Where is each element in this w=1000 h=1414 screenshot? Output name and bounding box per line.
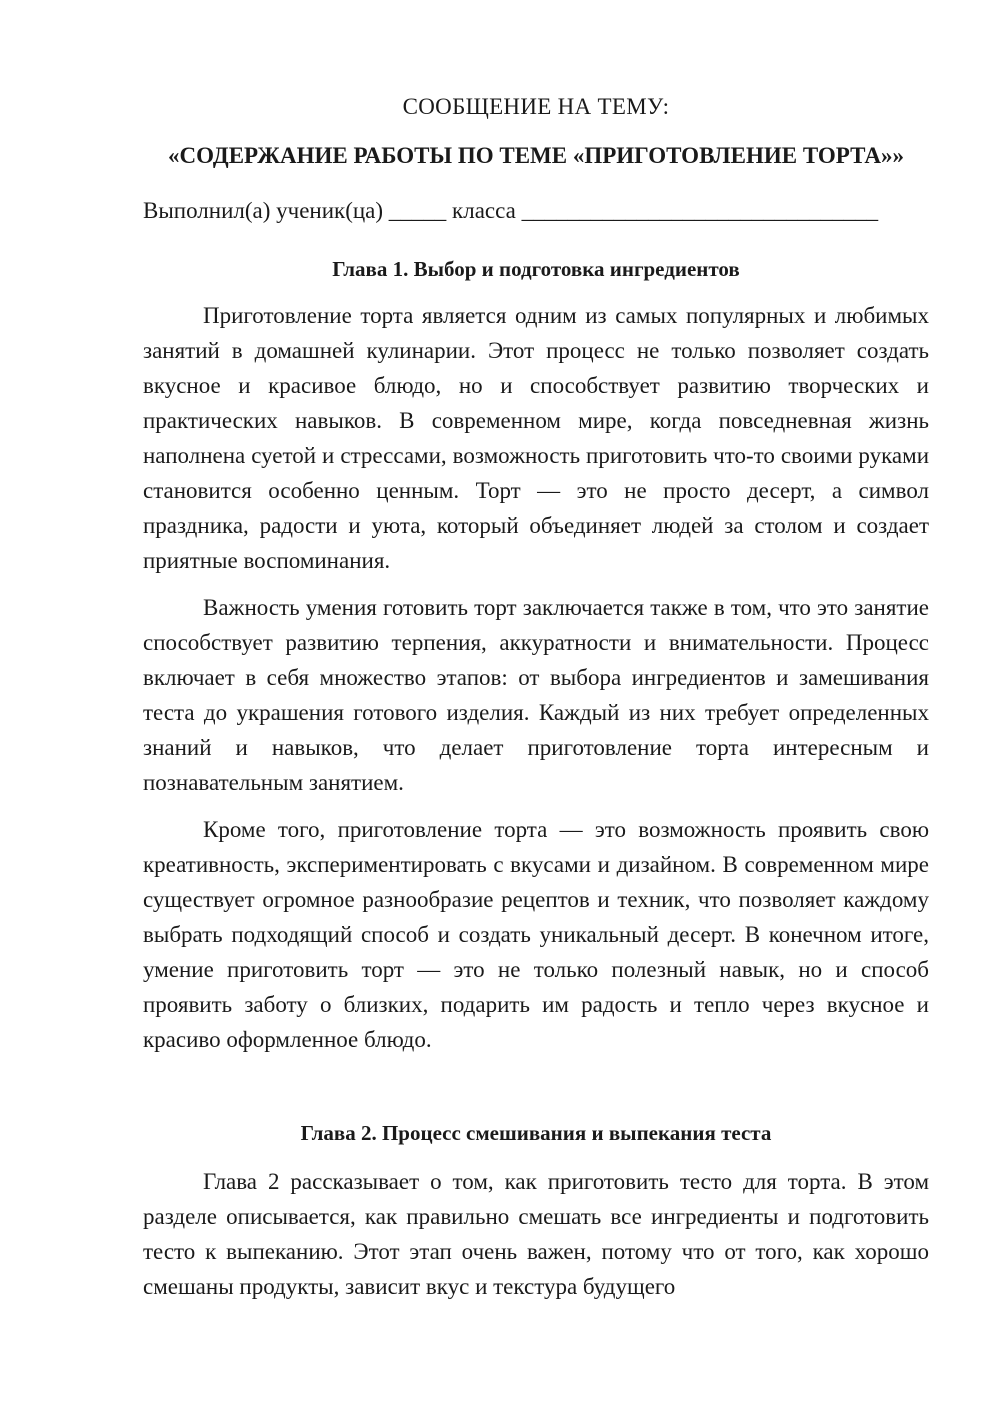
document-subtitle: СООБЩЕНИЕ НА ТЕМУ: xyxy=(402,94,670,119)
chapter-1-paragraph: Кроме того, приготовление торта — это возможность проявить свою креативность, экспериментировать с вкусами и дизайном. В современном мире существует огромное разнообразие рецептов и техник, что позволяет каждому выбрать подходящий способ и создать уникальный десерт. В конечном итоге, умение приготовить торт — это не только полезный навык, но и способ проявить заботу о близких, подарить им радость и тепло через вкусное и красиво оформленное блюдо. xyxy=(143,817,929,1052)
chapter-2-paragraph: Глава 2 рассказывает о том, как приготовить тесто для торта. В этом разделе описывается, как правильно смешать все ингредиенты и подготовить тесто к выпеканию. Этот этап очень важен, потому что от того, как хорошо смешаны продукты, зависит вкус и текстура будущего xyxy=(143,1169,929,1299)
chapter-1-paragraph: Важность умения готовить торт заключается также в том, что это занятие способствует развитию терпения, аккуратности и внимательности. Процесс включает в себя множество этапов: от выбора ингредиентов и замешивания теста до украшения готового изделия. Каждый из них требует определенных знаний и навыков, что делает приготовление торта интересным и познавательным занятием. xyxy=(143,595,929,795)
document-title: «СОДЕРЖАНИЕ РАБОТЫ ПО ТЕМЕ «ПРИГОТОВЛЕНИЕ ТОРТА»» xyxy=(168,143,904,168)
author-byline: Выполнил(а) ученик(ца) _____ класса _______________________________ xyxy=(143,198,879,223)
chapter-2-heading: Глава 2. Процесс смешивания и выпекания теста xyxy=(300,1121,772,1145)
chapter-1-paragraph: Приготовление торта является одним из самых популярных и любимых занятий в домашней кулинарии. Этот процесс не только позволяет создать вкусное и красивое блюдо, но и способствует развитию творческих и практических навыков. В современном мире, когда повседневная жизнь наполнена суетой и стрессами, возможность приготовить что-то своими руками становится особенно ценным. Торт — это не просто десерт, а символ праздника, радости и уюта, который объединяет людей за столом и создает приятные воспоминания. xyxy=(143,303,929,573)
chapter-1-heading: Глава 1. Выбор и подготовка ингредиентов xyxy=(332,257,740,281)
